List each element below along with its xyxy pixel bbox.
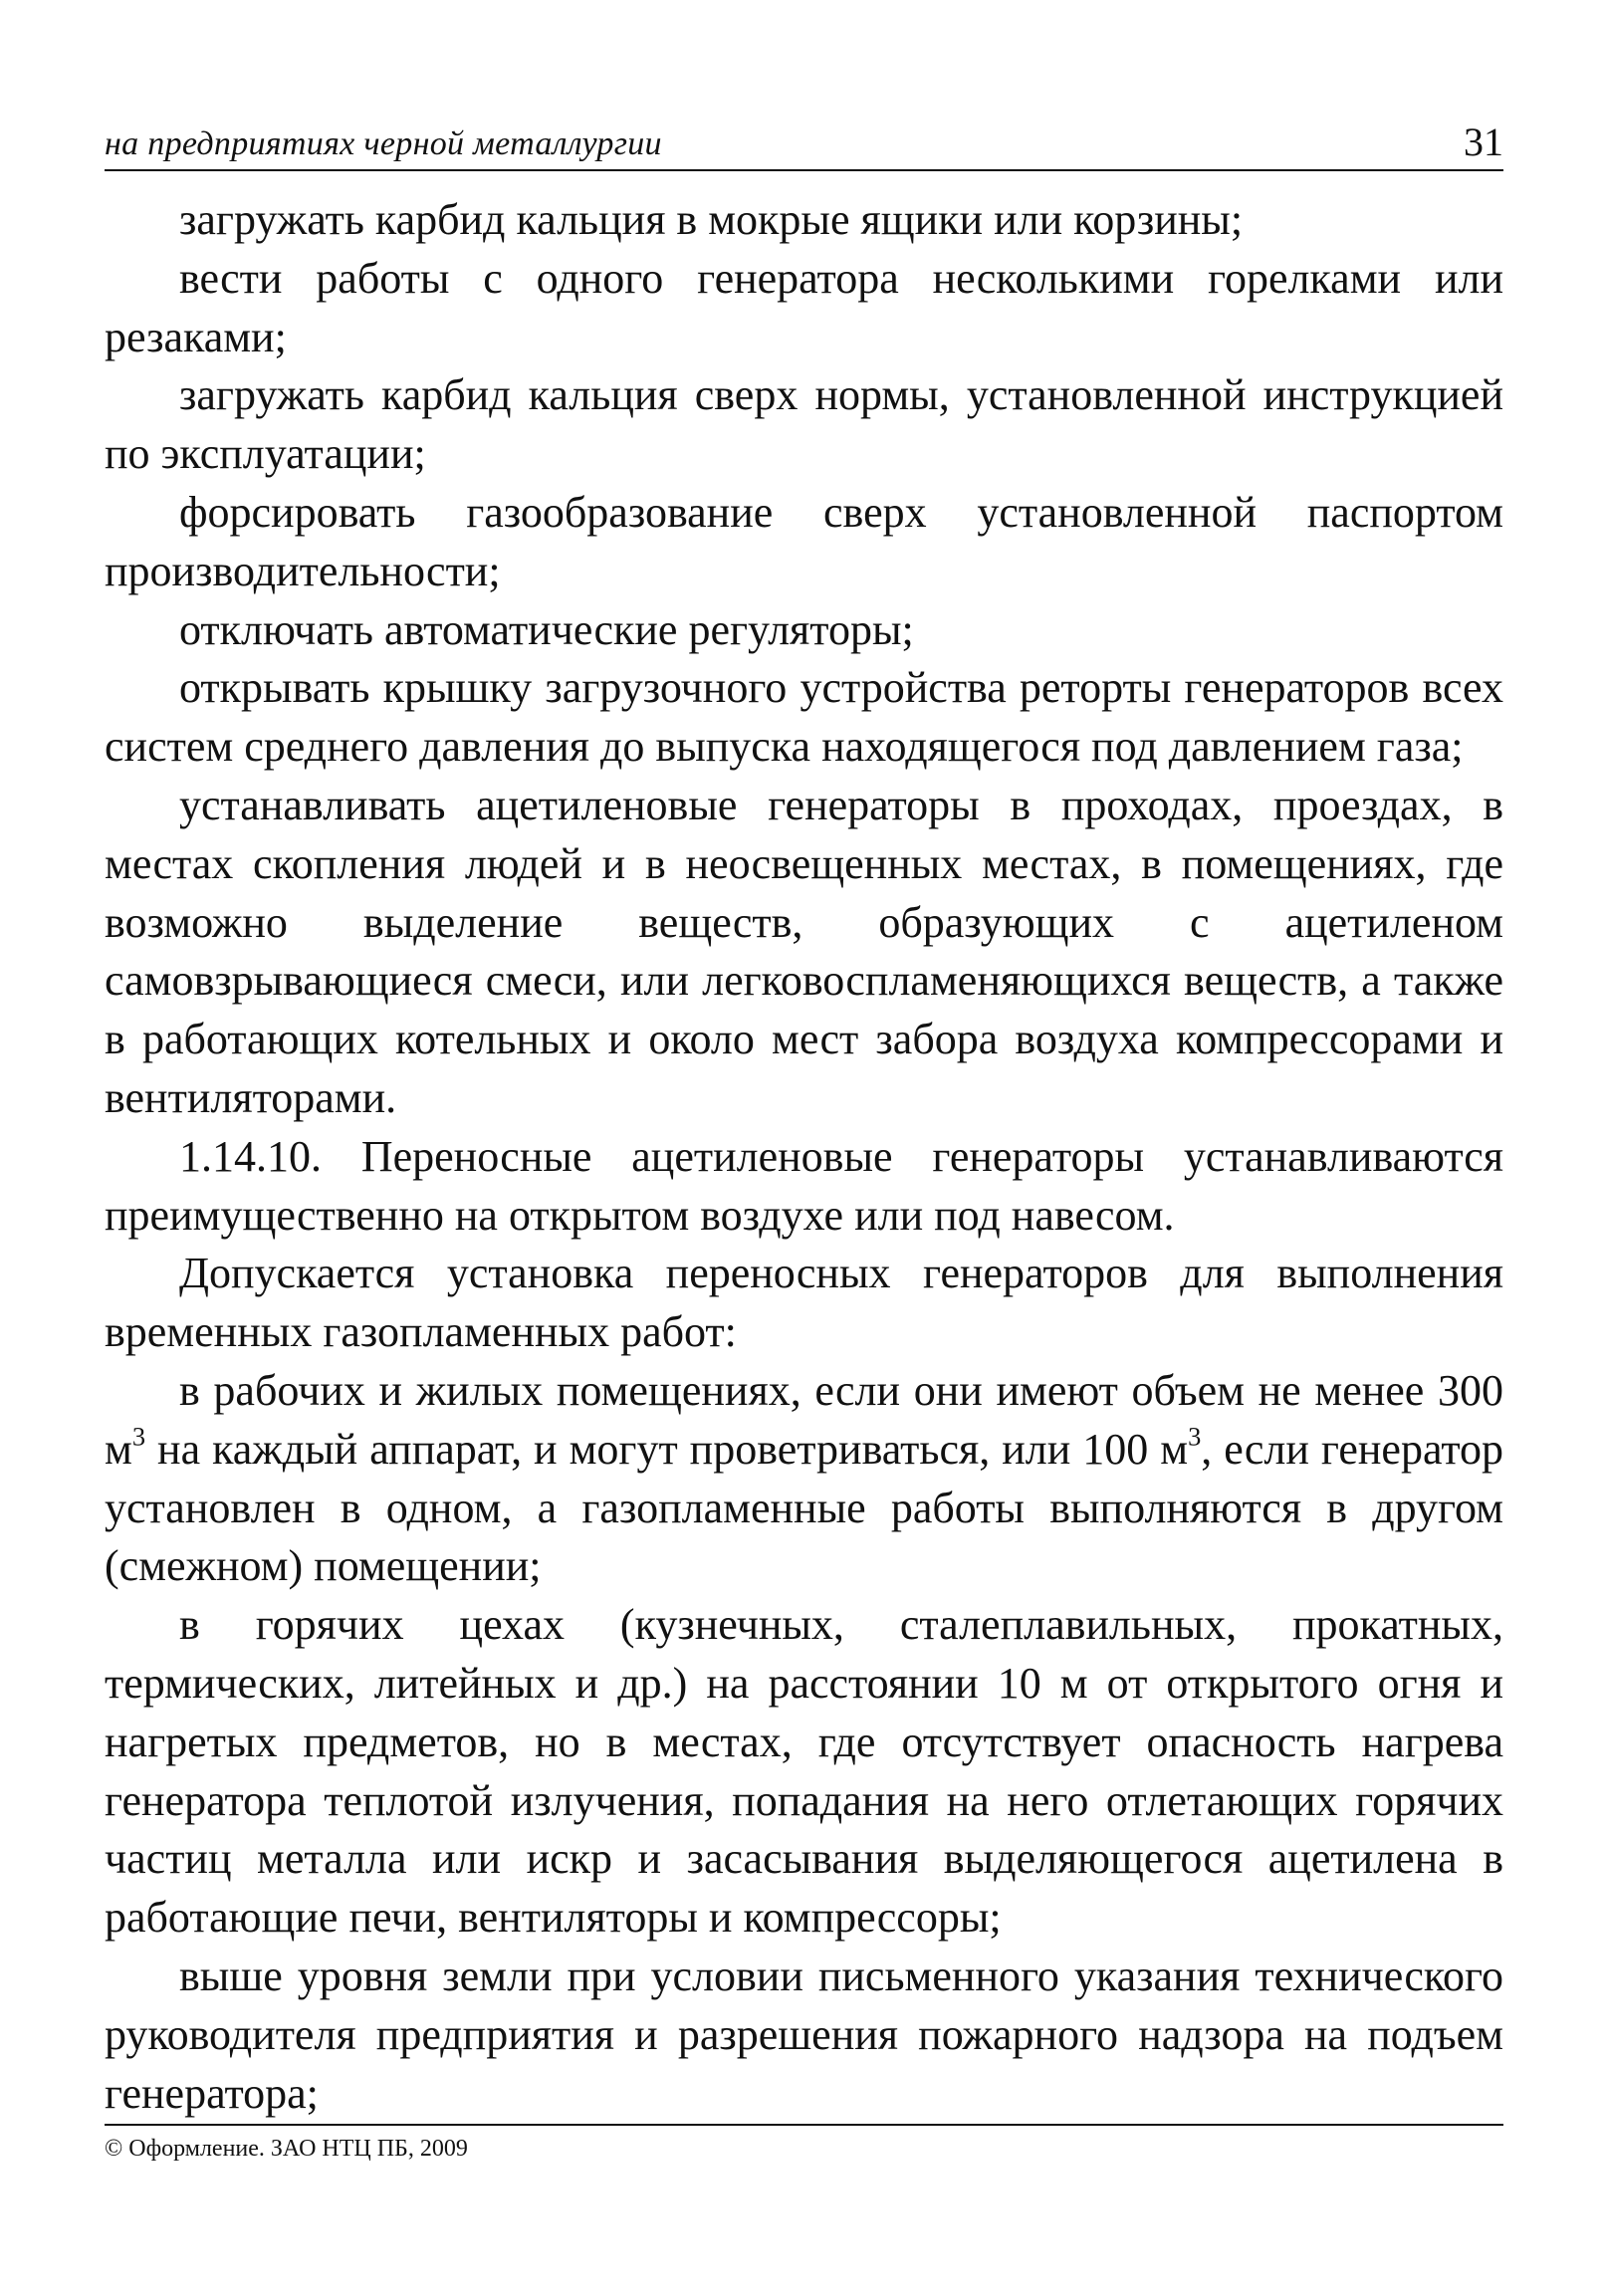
paragraph: 1.14.10. Переносные ацетиленовые генераторы устанавливаются преимущественно на открытом воздухе или под навесом. (105, 1131, 1503, 1240)
paragraph: вести работы с одного генератора несколькими горелками или резаками; (105, 253, 1503, 361)
copyright-notice: © Оформление. ЗАО НТЦ ПБ, 2009 (105, 2136, 468, 2162)
running-title: на предприятиях черной металлургии (105, 125, 662, 162)
volume-text-3: , если генератор установлен в одном, а газопламенные работы выполняются в другом (смежном) помещении; (105, 1424, 1503, 1591)
paragraph: открывать крышку загрузочного устройства реторты генераторов всех систем среднего давления до выпуска находящегося под давлением газа; (105, 663, 1503, 772)
paragraph: загружать карбид кальция сверх нормы, установленной инструкцией по эксплуатации; (105, 370, 1503, 479)
paragraph: Допускается установка переносных генераторов для выполнения временных газопламенных работ: (105, 1249, 1503, 1357)
footer (105, 2124, 1503, 2163)
paragraph: выше уровня земли при условии письменного указания технического руководителя предприятия и разрешения пожарного надзора на подъем генератора; (105, 1951, 1503, 2118)
volume-text-1: в рабочих и жилых помещениях, если они имеют объем не менее 300 м (105, 1365, 1503, 1474)
volume-text-2: на каждый аппарат, и могут проветриваться, или 100 м (145, 1424, 1189, 1474)
paragraph: в горячих цехах (кузнечных, сталеплавильных, прокатных, термических, литейных и др.) на расстоянии 10 м от открытого огня и нагретых предметов, но в местах, где отсутствует опасность нагрева генератора теплотой излучения, попадания на него отлетающих горячих частиц металла или искр и засасывания выделяющегося ацетилена в работающие печи, вентиляторы и компрессоры; (105, 1600, 1503, 1943)
paragraph: форсировать газообразование сверх установленной паспортом производительности; (105, 487, 1503, 595)
paragraph-volume (105, 1362, 1503, 1596)
body-text (105, 191, 1503, 2123)
page-number: 31 (1464, 119, 1503, 164)
paragraph: загружать карбид кальция в мокрые ящики или корзины; (179, 195, 1244, 244)
superscript-cube: 3 (1188, 1421, 1202, 1452)
running-header (105, 119, 1503, 171)
paragraph: устанавливать ацетиленовые генераторы в проходах, проездах, в местах скопления людей и в неосвещенных местах, в помещениях, где возможно выделение веществ, образующих с ацетиленом самовзрывающиеся смеси, или легковоспламеняющихся веществ, а также в работающих котельных и около мест забора воздуха компрессорами и вентиляторами. (105, 780, 1503, 1122)
paragraph: отключать автоматические регуляторы; (179, 604, 914, 654)
superscript-cube: 3 (131, 1421, 146, 1452)
